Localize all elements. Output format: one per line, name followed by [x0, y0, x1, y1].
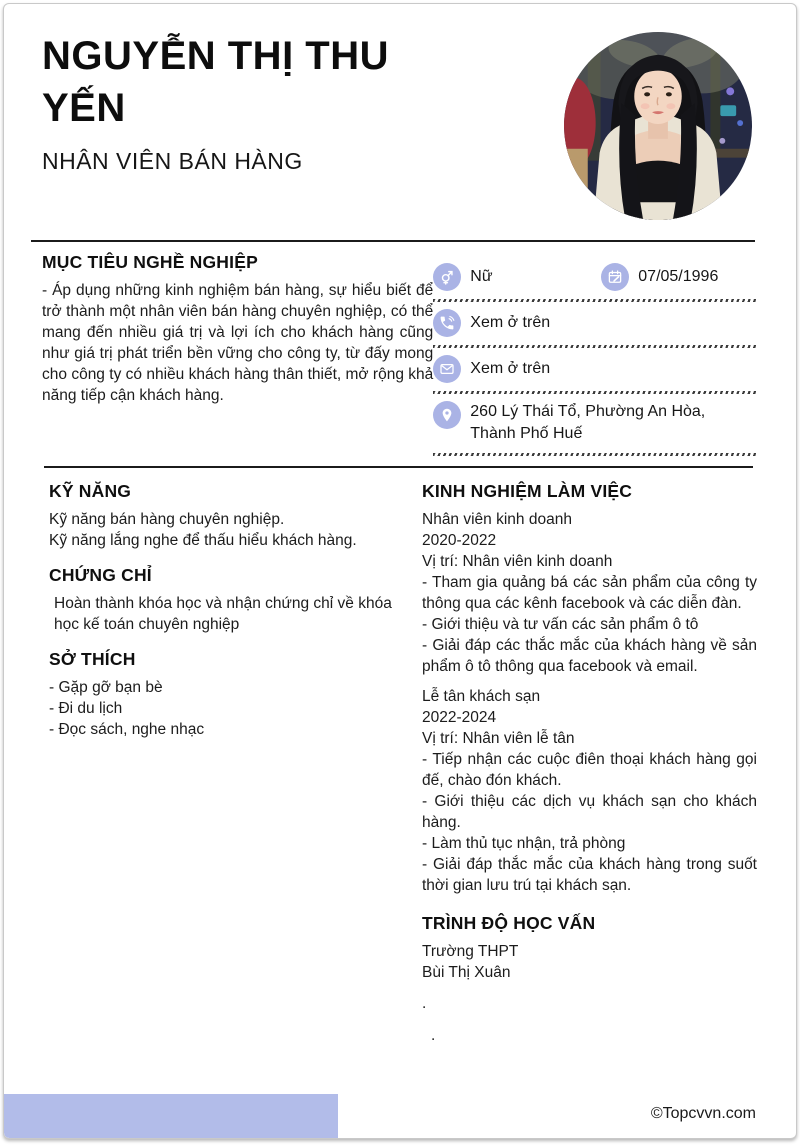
skill-item: Kỹ năng lắng nghe để thấu hiểu khách hàng. — [49, 532, 357, 549]
job-bullet: - Tiếp nhận các cuộc điên thoại khách hàng gọi đế, chào đón khách. — [422, 751, 757, 789]
experience-block — [422, 481, 757, 896]
left-column — [49, 481, 409, 1046]
contact-email — [433, 355, 757, 383]
phone-value: Xem ở trên — [470, 314, 551, 331]
hobbies-heading: SỞ THÍCH — [49, 649, 136, 669]
contact-row-address — [433, 394, 757, 453]
contact-row-email — [433, 348, 757, 391]
job-bullet: - Làm thủ tục nhận, trả phòng — [422, 835, 626, 852]
hobbies-block — [49, 649, 409, 740]
contact-row-gender-birthdate — [433, 256, 757, 299]
education-heading: TRÌNH ĐỘ HỌC VẤN — [422, 913, 596, 933]
candidate-name — [42, 30, 389, 134]
education-line: . — [422, 995, 427, 1012]
hobby-item: - Gặp gỡ bạn bè — [49, 679, 163, 696]
cv-page — [3, 3, 797, 1139]
location-icon — [433, 401, 461, 429]
job-bullet: - Giới thiệu và tư vấn các sản phẩm ô tô — [422, 616, 699, 633]
summary-section — [4, 242, 796, 456]
objective-heading: MỤC TIÊU NGHỀ NGHIỆP — [42, 252, 258, 272]
contact-birthdate — [601, 263, 718, 291]
profile-photo — [564, 32, 752, 220]
education-block — [422, 913, 757, 1046]
job-title: NHÂN VIÊN BÁN HÀNG — [42, 148, 303, 174]
contact-row-phone — [433, 302, 757, 345]
email-value: Xem ở trên — [470, 360, 551, 377]
candidate-name-line1: NGUYỄN THỊ THU — [42, 34, 389, 78]
job-period: 2022-2024 — [422, 709, 497, 726]
education-line: Bùi Thị Xuân — [422, 964, 511, 981]
footer-credit: ©Topcvvn.com — [650, 1105, 756, 1122]
details-section — [4, 468, 796, 1046]
job-position: Vị trí: Nhân viên kinh doanh — [422, 553, 613, 570]
job-bullet: - Tham gia quảng bá các sản phẩm của công ty thông qua các kênh facebook và các diễn đàn. — [422, 574, 757, 612]
contact-gender — [433, 263, 601, 291]
hobby-item: - Đi du lịch — [49, 700, 123, 717]
objective-body: - Áp dụng những kinh nghiệm bán hàng, sự hiểu biết để trở thành một nhân viên bán hàng chuyên nghiệp, có thể mang đến nhiều giá trị và lợi ích cho khách hàng cũng như giá trị phát triển bền vững cho công ty, từ đấy mong cho công ty có nhiều khách hàng thân thiết, mở rộng khả năng tiếp cận khách hàng. — [42, 282, 434, 404]
certificates-block — [49, 565, 409, 635]
birthdate-value: 07/05/1996 — [638, 268, 719, 285]
skills-block — [49, 481, 409, 551]
job-title-line: Nhân viên kinh doanh — [422, 511, 572, 528]
job-entry — [422, 509, 757, 677]
hobby-item: - Đọc sách, nghe nhạc — [49, 721, 205, 738]
candidate-name-line2: YẾN — [42, 86, 126, 130]
right-column — [422, 481, 757, 1046]
address-value: 260 Lý Thái Tổ, Phường An Hòa, Thành Phố Huế — [470, 403, 706, 442]
education-line: . — [431, 1027, 436, 1044]
contact-phone — [433, 309, 757, 337]
certificates-heading: CHỨNG CHỈ — [49, 565, 152, 585]
job-entry — [422, 686, 757, 896]
profile-photo-illustration — [564, 32, 752, 220]
certificate-item: Hoàn thành khóa học và nhận chứng chỉ về khóa học kế toán chuyên nghiệp — [54, 595, 392, 633]
education-line: Trường THPT — [422, 943, 519, 960]
job-bullet: - Giới thiệu các dịch vụ khách sạn cho khách hàng. — [422, 793, 757, 831]
gender-icon — [433, 263, 461, 291]
job-title-line: Lễ tân khách sạn — [422, 688, 541, 705]
footer-accent-bar — [4, 1094, 338, 1138]
job-bullet: - Giải đáp các thắc mắc của khách hàng về sản phẩm ô tô thông qua facebook và email. — [422, 637, 757, 675]
contact-address — [433, 401, 757, 445]
job-period: 2020-2022 — [422, 532, 497, 549]
experience-heading: KINH NGHIỆM LÀM VIỆC — [422, 481, 633, 501]
header — [4, 4, 796, 220]
contact-panel — [433, 252, 757, 456]
skills-heading: KỸ NĂNG — [49, 481, 132, 501]
header-text — [42, 30, 389, 220]
job-position: Vị trí: Nhân viên lễ tân — [422, 730, 575, 747]
gender-value: Nữ — [470, 268, 493, 285]
skill-item: Kỹ năng bán hàng chuyên nghiệp. — [49, 511, 285, 528]
phone-icon — [433, 309, 461, 337]
objective-block — [42, 252, 433, 456]
email-icon — [433, 355, 461, 383]
calendar-icon — [601, 263, 629, 291]
contact-divider — [433, 453, 757, 456]
job-bullet: - Giải đáp thắc mắc của khách hàng trong suốt thời gian lưu trú tại khách sạn. — [422, 856, 757, 894]
